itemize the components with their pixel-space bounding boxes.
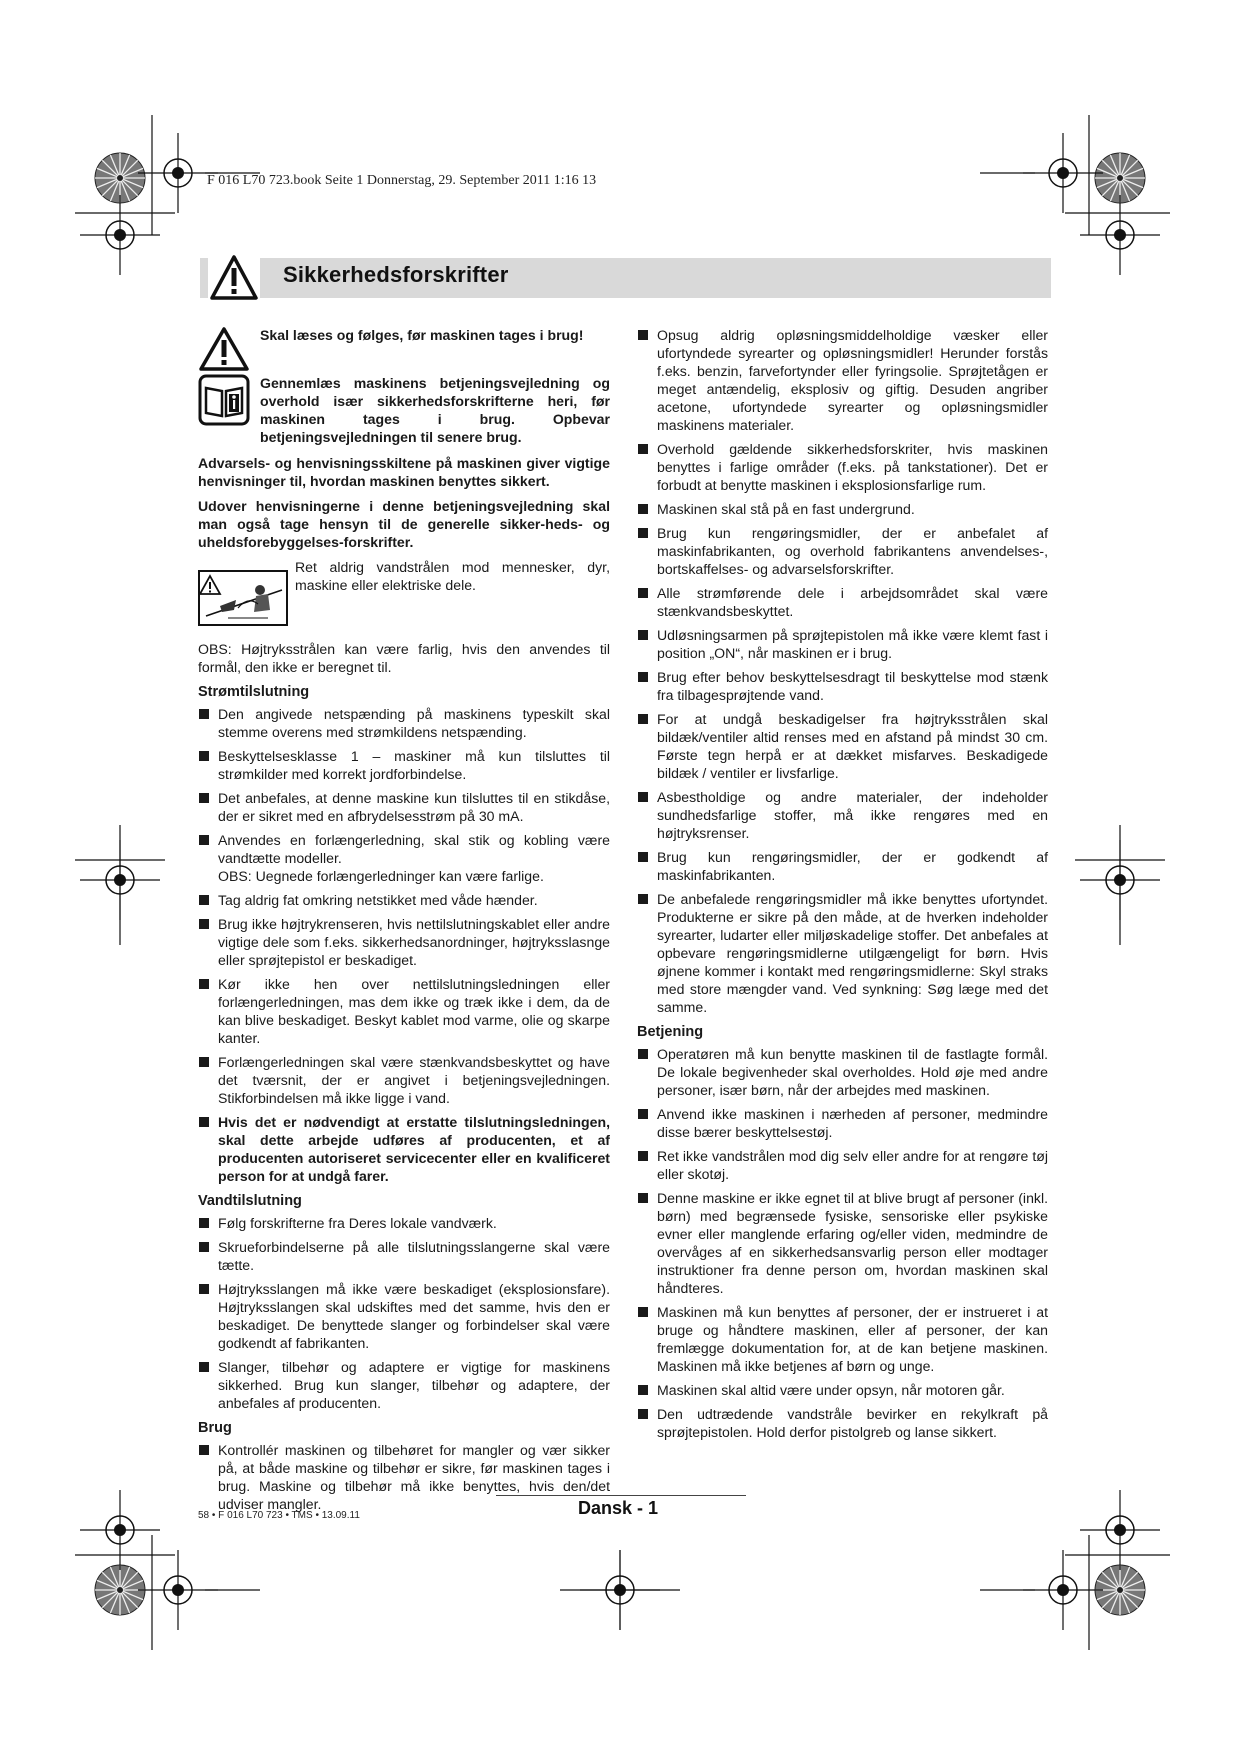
bullet (638, 588, 648, 598)
warning-triangle-icon (208, 253, 260, 303)
list-item: Højtryksslangen må ikke være beskadiget (eksplosionsfare). Højtryksslangen skal udskiftes med det samme, hvis den er beskadiget. De benyttede slanger og forbindelser skal være godkendt af fabrikanten. (198, 1280, 610, 1352)
list-item: Denne maskine er ikke egnet til at blive brugt af personer (inkl. børn) med begrænsede fysiske, sensoriske eller psykiske evner eller manglende erfaring og/eller viden, medmindre de overvåges af en sikkerhedsansvarlig person eller modtager instruktioner fra denne person om, hvordan maskinen skal håndteres. (637, 1189, 1048, 1297)
list-item: Udløsningsarmen på sprøjtepistolen må ikke være klemt fast i position „ON“, når maskinen er i brug. (637, 626, 1048, 662)
bullet (638, 852, 648, 862)
bullet (638, 504, 648, 514)
list-item: Skrueforbindelserne på alle tilslutningsslangerne skal være tætte. (198, 1238, 610, 1274)
list-item: Maskinen må kun benyttes af personer, der er instrueret i at bruge og håndtere maskinen, eller af personer, der kan fremlægge dokumentation for, at de kan betjene maskinen. Maskinen må ikke betjenes af børn og unge. (637, 1303, 1048, 1375)
bullet (199, 1445, 209, 1455)
list-item: Alle strømførende dele i arbejdsområdet skal være stænkvandsbeskyttet. (637, 584, 1048, 620)
read-warning-text: Skal læses og følges, før maskinen tages i brug! (260, 327, 584, 343)
bullet (199, 1284, 209, 1294)
heading-betjening: Betjening (637, 1024, 704, 1040)
bullet (638, 714, 648, 724)
bullet (638, 1049, 648, 1059)
list-item: Ret ikke vandstrålen mod dig selv eller andre for at rengøre tøj eller skotøj. (637, 1147, 1048, 1183)
spray-warning (198, 558, 610, 630)
bullet (199, 895, 209, 905)
footer-code: 58 • F 016 L70 723 • TMS • 13.09.11 (198, 1510, 360, 1521)
list-item: Brug kun rengøringsmidler, der er anbefalet af maskinfabrikanten, og overhold fabrikantens anvendelses-, bortskaffelses- og advarselsforskrifter. (637, 524, 1048, 578)
bullet (638, 1307, 648, 1317)
left-column (198, 326, 610, 1519)
list-item: Anvend ikke maskinen i nærheden af personer, medmindre disse bærer beskyttelsestøj. (637, 1105, 1048, 1141)
bullet (199, 751, 209, 761)
list-item: Brug efter behov beskyttelsesdragt til beskyttelse mod stænk fra tilbagesprøjtende vand. (637, 668, 1048, 704)
bullet (199, 1117, 209, 1127)
read-manual-icon (198, 374, 250, 430)
bullet (199, 709, 209, 719)
page-title: Sikkerhedsforskrifter (283, 262, 509, 287)
list-item: Brug kun rengøringsmidler, der er godkendt af maskinfabrikanten. (637, 848, 1048, 884)
list-item: Maskinen skal stå på en fast undergrund. (637, 500, 1048, 518)
list-item: De anbefalede rengøringsmidler må ikke benyttes ufortyndet. Produkterne er sikre på den måde, at de hverken indeholder syrearter, ludarter eller miljøskadelige stoffer. Det anbefales at opbevare rengøringsmidlerne utilgængeligt for børn. Hvis øjnene kommer i kontakt med rengøringsmidlerne: Skyl straks med store mængder vand. Ved synkning: Søg læge med det samme. (637, 890, 1048, 1016)
bullet (199, 1362, 209, 1372)
right-column (637, 326, 1048, 1447)
bullet (199, 793, 209, 803)
list-item: For at undgå beskadigelser fra højtryksstrålen skal bildæk/ventiler altid renses med en afstand på mindst 30 cm. Første tegn herpå er at dækket misfarves. Beskadigede bildæk / ventiler er livsfarlige. (637, 710, 1048, 782)
bullet (638, 792, 648, 802)
bullet (638, 1385, 648, 1395)
page-number: Dansk - 1 (578, 1498, 659, 1518)
manual-warning-text: Gennemlæs maskinens betjeningsvejledning og overhold især sikkerhedsforskrifterne heri, før maskinen tages i brug. Opbevar betjeningsvejledningen til senere brug. (260, 375, 610, 445)
list-item: Slanger, tilbehør og adaptere er vigtige for maskinens sikkerhed. Brug kun slanger, tilbehør og adaptere, der anbefales af producenten. (198, 1358, 610, 1412)
bullet (638, 1109, 648, 1119)
spray-warning-text: Ret aldrig vandstrålen mod mennesker, dyr, maskine eller elektriske dele. (295, 559, 610, 593)
heading-brug: Brug (198, 1420, 232, 1436)
bullet (199, 1057, 209, 1067)
list-item: Tag aldrig fat omkring netstikket med våde hænder. (198, 891, 610, 909)
bullet (199, 1218, 209, 1228)
bullet (638, 672, 648, 682)
list-item: Kør ikke hen over nettilslutningsledningen eller forlængerledningen, mas dem ikke og træk ikke i dem, da de kan blive beskadiget. Beskyt kablet mod varme, olie og skarpe kanter. (198, 975, 610, 1047)
list-item: Den udtrædende vandstråle bevirker en rekylkraft på sprøjtepistolen. Hold derfor pistolgreb og lanse sikkert. (637, 1405, 1048, 1441)
general-rules-paragraph: Udover henvisningerne i denne betjeningsvejledning skal man også tage hensyn til de generelle sikker-heds- og uheldsforebyggelses-forskrifter. (198, 498, 610, 550)
list-item: Den angivede netspænding på maskinens typeskilt skal stemme overens med strømkildens netspænding. (198, 705, 610, 741)
bullet (638, 1193, 648, 1203)
bullet (638, 528, 648, 538)
bullet (199, 919, 209, 929)
list-item: Operatøren må kun benytte maskinen til de fastlagte formål. De lokale begivenheder skal overholdes. Hold øje med andre personer, især børn, når der arbejdes med maskinen. (637, 1045, 1048, 1099)
bullet (638, 894, 648, 904)
bullet (638, 444, 648, 454)
list-item: Brug ikke højtrykrenseren, hvis nettilslutningskablet eller andre vigtige dele som f.eks. sikkerhedsanordninger, højtryksslasnge eller sprøjtepistol er beskadiget. (198, 915, 610, 969)
bullet (638, 330, 648, 340)
bullet (638, 1151, 648, 1161)
bullet (638, 630, 648, 640)
list-item: Overhold gældende sikkerhedsforskriter, hvis maskinen benyttes i farlige områder (f.eks. på tankstationer). Det er forbudt at benytte maskinen i eksplosionsfarlige rum. (637, 440, 1048, 494)
warning-triangle-icon (198, 326, 250, 376)
section-title-bar (200, 258, 1051, 298)
read-warning (198, 326, 610, 366)
signs-paragraph: Advarsels- og henvisningsskiltene på maskinen giver vigtige henvisninger til, hvordan maskinen benyttes sikkert. (198, 455, 610, 489)
footer-rule (496, 1495, 746, 1496)
list-item: Følg forskrifterne fra Deres lokale vandværk. (198, 1214, 610, 1232)
spray-warning-icon (198, 570, 288, 630)
obs-note: OBS: Højtryksstrålen kan være farlig, hvis den anvendes til formål, den ikke er beregnet til. (198, 641, 610, 675)
list-item: Forlængerledningen skal være stænkvandsbeskyttet og have det tværsnit, der er angivet i betjeningsvejledningen. Stikforbindelsen må ikke ligge i vand. (198, 1053, 610, 1107)
list-item-note: OBS: Uegnede forlængerledninger kan være farlige. (218, 868, 544, 884)
bullet (638, 1409, 648, 1419)
list-item: Anvendes en forlængerledning, skal stik og kobling være vandtætte modeller. OBS: Uegnede forlængerledninger kan være farlige. (198, 831, 610, 885)
list-item: Opsug aldrig opløsningsmiddelholdige væsker eller ufortyndede syrearter og opløsningsmidler! Herunder forstås f.eks. benzin, farvefortynder eller fyringsolie. Sprøjtetågen er meget antændelig, eksplosiv og giftig. Desuden angriber acetone, ufortyndede syrearter og opløsningsmidler maskinens materialer. (637, 326, 1048, 434)
list-item: Asbestholdige og andre materialer, der indeholder sundhedsfarlige stoffer, må ikke rengøres med en højtryksrenser. (637, 788, 1048, 842)
list-item: Det anbefales, at denne maskine kun tilsluttes til en stikdåse, der er sikret med en afbrydelsesstrøm på 30 mA. (198, 789, 610, 825)
list-item: Hvis det er nødvendigt at erstatte tilslutningsledningen, skal dette arbejde udføres af producenten, et af producenten autoriseret servicecenter eller en kvalificeret person for at undgå farer. (198, 1113, 610, 1185)
bullet (199, 979, 209, 989)
heading-stromtilslutning: Strømtilslutning (198, 684, 310, 700)
heading-vandtilslutning: Vandtilslutning (198, 1193, 302, 1209)
list-item: Beskyttelsesklasse 1 – maskiner må kun tilsluttes til strømkilder med korrekt jordforbindelse. (198, 747, 610, 783)
manual-warning (198, 374, 610, 446)
bullet (199, 835, 209, 845)
list-item: Kontrollér maskinen og tilbehøret for mangler og vær sikker på, at både maskine og tilbehør er sikre, før maskinen tages i brug. Maskine og tilbehør må ikke benyttes, hvis den/det udviser mangler. (198, 1441, 610, 1513)
bullet (199, 1242, 209, 1252)
book-file-header: F 016 L70 723.book Seite 1 Donnerstag, 29. September 2011 1:16 13 (207, 173, 597, 188)
list-item: Maskinen skal altid være under opsyn, når motoren går. (637, 1381, 1048, 1399)
